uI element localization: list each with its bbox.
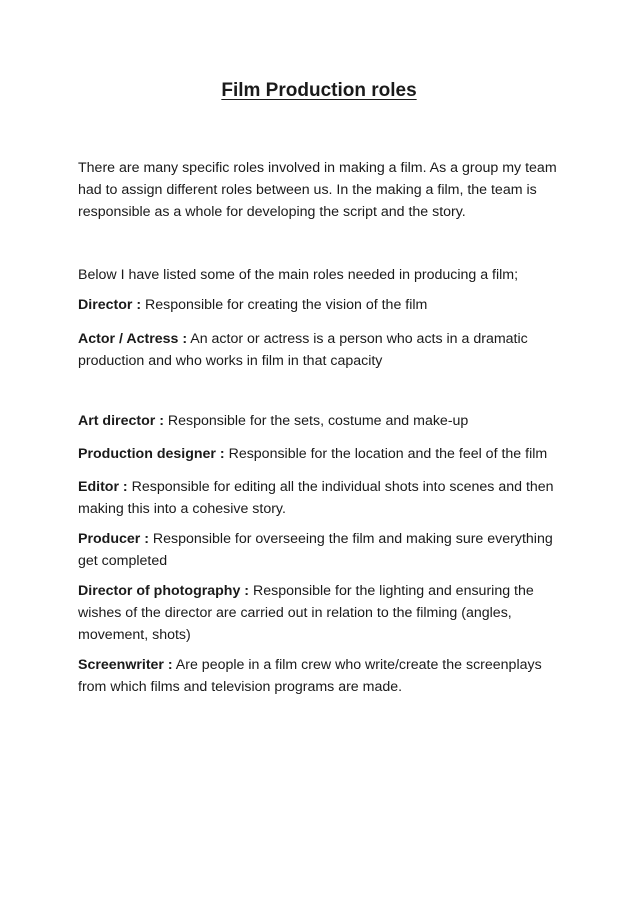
role-entry-art-director bbox=[78, 410, 568, 432]
document-title: Film Production roles bbox=[221, 80, 417, 101]
role-description: An actor or actress is a person who acts in a dramatic production and who works in film in that capacity bbox=[78, 331, 528, 369]
intro-paragraph: There are many specific roles involved in making a film. As a group my team had to assign different roles between us. In the making a film, the team is responsible as a whole for developing the script and the story. bbox=[78, 160, 557, 220]
role-term: Screenwriter : bbox=[78, 657, 173, 673]
role-description: Responsible for overseeing the film and making sure everything get completed bbox=[78, 531, 553, 569]
role-term: Actor / Actress : bbox=[78, 331, 188, 347]
role-description: Responsible for the sets, costume and make-up bbox=[163, 413, 469, 429]
role-entry-production-designer bbox=[78, 443, 568, 465]
role-description: Are people in a film crew who write/create the screenplays from which films and television programs are made. bbox=[78, 657, 542, 695]
role-entry-producer bbox=[78, 528, 568, 572]
role-description: Responsible for creating the vision of the film bbox=[141, 297, 428, 313]
role-term: Director of photography : bbox=[78, 583, 250, 599]
role-term: Director : bbox=[78, 297, 142, 313]
role-description: Responsible for the lighting and ensuring the wishes of the director are carried out in relation to the filming (angles, movement, shots) bbox=[78, 583, 534, 643]
listing-intro: Below I have listed some of the main roles needed in producing a film; bbox=[78, 267, 519, 283]
role-entry-screenwriter bbox=[78, 654, 568, 698]
role-entry-actor bbox=[78, 328, 568, 372]
role-entry-director bbox=[78, 294, 568, 316]
role-description: Responsible for editing all the individual shots into scenes and then making this into a cohesive story. bbox=[78, 479, 554, 517]
role-term: Producer : bbox=[78, 531, 149, 547]
role-term: Production designer : bbox=[78, 446, 225, 462]
role-term: Art director : bbox=[78, 413, 164, 429]
role-term: Editor : bbox=[78, 479, 128, 495]
role-entry-director-of-photography bbox=[78, 580, 568, 646]
role-description: Responsible for the location and the feel of the film bbox=[224, 446, 548, 462]
role-entry-editor bbox=[78, 476, 568, 520]
